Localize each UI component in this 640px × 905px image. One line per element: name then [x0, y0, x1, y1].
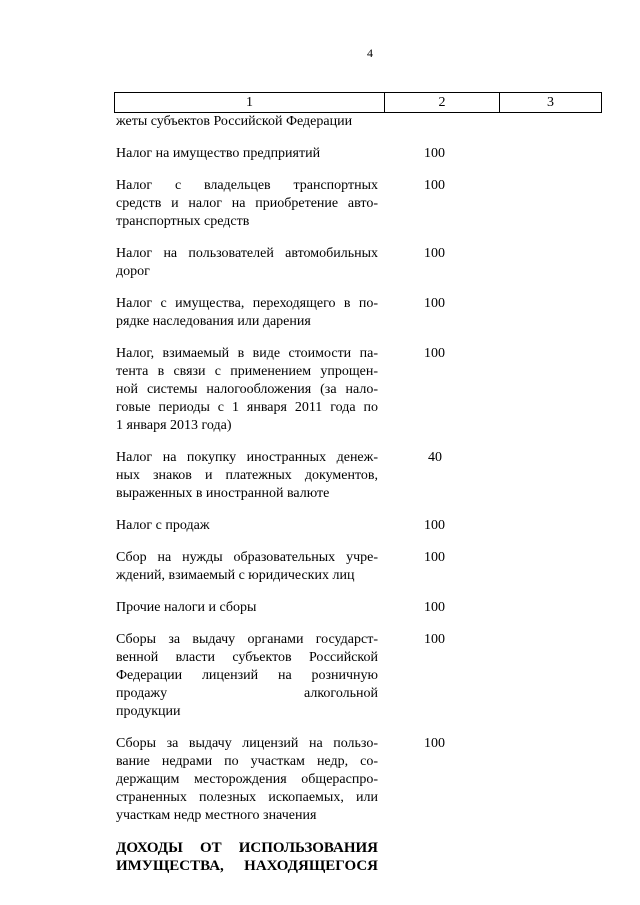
tax-name-line: Прочие налоги и сборы: [116, 600, 257, 615]
tax-name-line: Налог на пользователей автомобильных: [116, 246, 378, 261]
table-row: [116, 345, 496, 435]
tax-name-line: Налог с владельцев транспортных: [116, 178, 378, 193]
table-row: [116, 145, 496, 163]
tax-name-line: венной власти субъектов Российской: [116, 650, 378, 665]
tax-name-line: средств и налог на приобретение авто-: [116, 196, 378, 211]
tax-name-line: выраженных в иностранной валюте: [116, 486, 330, 501]
tax-percent-value: 100: [424, 632, 445, 647]
tax-name-line: Налог, взимаемый в виде стоимости па-: [116, 346, 378, 361]
table-row: [116, 449, 496, 503]
tax-name-line: держащим месторождения общераспро-: [116, 772, 378, 787]
tax-name-line: Налог на покупку иностранных денеж-: [116, 450, 378, 465]
header-column-2: 2: [385, 93, 500, 112]
header-column-3: 3: [547, 94, 554, 110]
tax-name: [116, 735, 378, 825]
tax-name-line: страненных полезных ископаемых, или: [116, 790, 378, 805]
table-row: [116, 599, 496, 617]
tax-percent-value: 100: [424, 518, 445, 533]
tax-name-line: дорог: [116, 264, 150, 279]
section-heading-line: ДОХОДЫ ОТ ИСПОЛЬЗОВАНИЯ: [116, 840, 378, 856]
tax-name-line: Налог с имущества, переходящего в по-: [116, 296, 378, 311]
tax-table-body: [116, 113, 496, 875]
tax-name-line: тента в связи с применением упрощен-: [116, 364, 378, 379]
page-number: 4: [367, 46, 373, 60]
tax-percent-value: 100: [424, 550, 445, 565]
tax-name-line: Федерации лицензий на розничную: [116, 668, 378, 683]
table-row: [116, 295, 496, 331]
tax-percent-value: 100: [424, 296, 445, 311]
tax-name: [116, 599, 378, 617]
section-heading: [116, 839, 378, 875]
tax-name-line: участкам недр местного значения: [116, 808, 317, 823]
tax-name: [116, 345, 378, 435]
tax-name-line: Налог с продаж: [116, 518, 210, 533]
section-heading-line: ИМУЩЕСТВА, НАХОДЯЩЕГОСЯ: [116, 858, 378, 874]
tax-name: [116, 295, 378, 331]
tax-name-line: Сборы за выдачу лицензий на пользо-: [116, 736, 378, 751]
tax-percent-value: 100: [424, 346, 445, 361]
tax-name-line: транспортных средств: [116, 214, 250, 229]
table-row: [116, 549, 496, 585]
tax-percent-value: 100: [424, 246, 445, 261]
continuation-row: [116, 113, 496, 131]
tax-name-line: Сборы за выдачу органами государст-: [116, 632, 378, 647]
tax-name-line: ной системы налогообложения (за нало-: [116, 382, 378, 397]
tax-name: [116, 245, 378, 281]
tax-name-line: рядке наследования или дарения: [116, 314, 311, 329]
tax-name-line: Налог на имущество предприятий: [116, 146, 321, 161]
table-row: [116, 517, 496, 535]
table-row: [116, 177, 496, 231]
tax-name-line: ждений, взимаемый с юридических лиц: [116, 568, 355, 583]
table-row: [116, 735, 496, 825]
tax-name-line: Сбор на нужды образовательных учре-: [116, 550, 378, 565]
table-header: [114, 92, 602, 113]
tax-percent-value: 40: [428, 450, 442, 465]
table-row: [116, 631, 496, 721]
tax-name-line: ных знаков и платежных документов,: [116, 468, 378, 483]
tax-name-line: 1 января 2013 года): [116, 418, 232, 433]
header-column-1: 1: [115, 93, 385, 112]
tax-name: [116, 517, 378, 535]
tax-percent-value: 100: [424, 178, 445, 193]
tax-name-line: говые периоды с 1 января 2011 года по: [116, 400, 378, 415]
tax-name-line: продажу алкогольной: [116, 686, 378, 701]
tax-percent-value: 100: [424, 600, 445, 615]
tax-name: [116, 549, 378, 585]
continuation-text: жеты субъектов Российской Федерации: [116, 114, 353, 129]
table-row: [116, 245, 496, 281]
tax-name: [116, 631, 378, 721]
tax-name-line: вание недрами по участкам недр, со-: [116, 754, 378, 769]
tax-percent-value: 100: [424, 736, 445, 751]
tax-name-line: продукции: [116, 704, 181, 719]
tax-name: [116, 449, 378, 503]
tax-name: [116, 177, 378, 231]
tax-percent-value: 100: [424, 146, 445, 161]
tax-name: [116, 145, 378, 163]
